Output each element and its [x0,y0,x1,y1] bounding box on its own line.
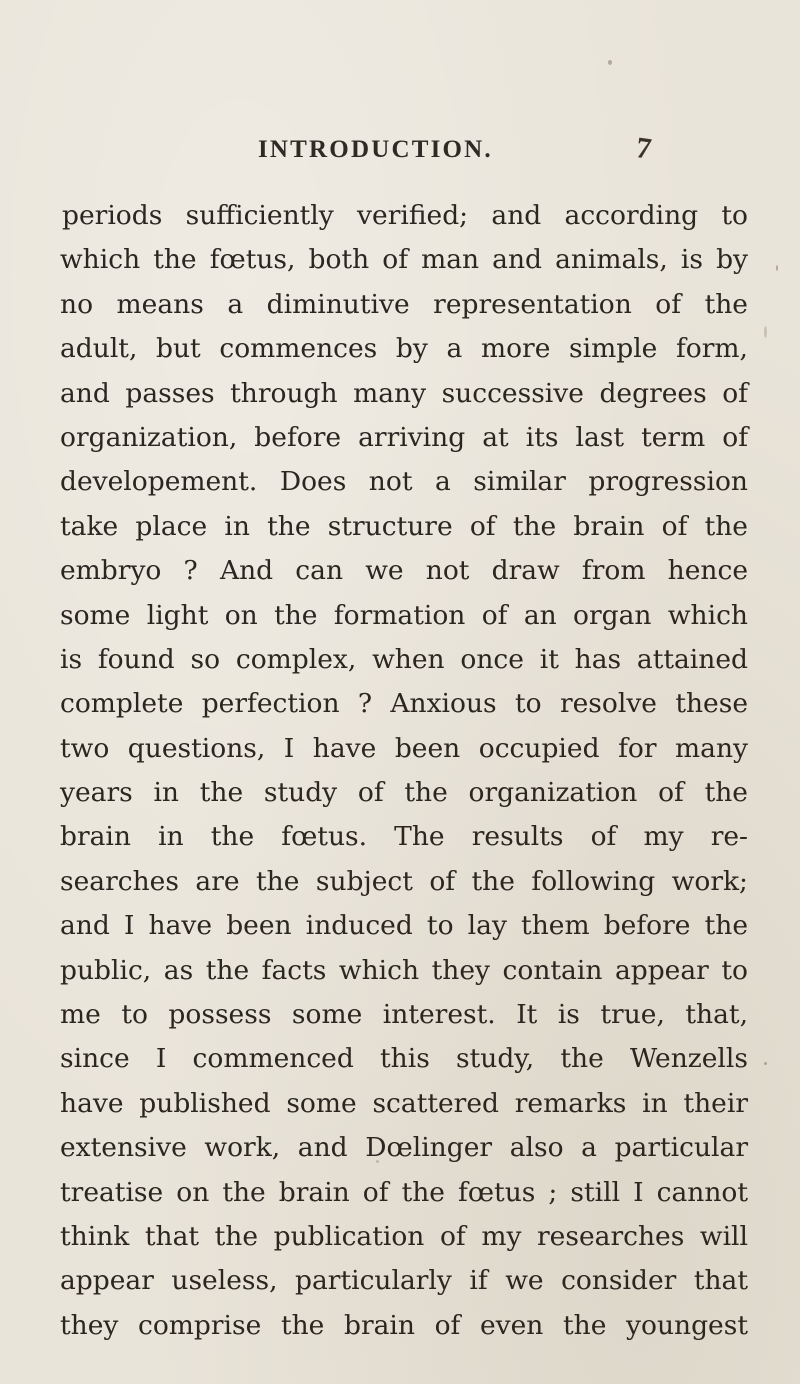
text-line: have published some scattered remarks in their [60,1087,748,1119]
text-line: extensive work, and Dœlinger also a particular [60,1132,748,1164]
paper-speck [764,326,767,338]
text-line: think that the publication of my researches will [60,1220,748,1252]
text-line: embryo ? And can we not draw from hence [60,555,748,587]
text-line: take place in the structure of the brain of the [60,510,748,542]
text-line: public, as the facts which they contain appear to [60,954,748,986]
text-line: since I commenced this study, the Wenzells [60,1043,748,1075]
text-line: brain in the fœtus. The results of my re- [60,821,748,853]
text-line: some light on the formation of an organ which [60,599,748,631]
text-line: adult, but commences by a more simple form, [60,333,748,365]
text-line: periods sufficiently verified; and according to [62,200,748,231]
text-line: developement. Does not a similar progression [60,466,748,498]
text-line: they comprise the brain of even the youngest [60,1309,748,1341]
text-line: no means a diminutive representation of the [60,288,748,320]
text-line: treatise on the brain of the fœtus ; still I cannot [60,1176,748,1208]
paper-speck [776,265,778,271]
text-line: which the fœtus, both of man and animals, is by [60,244,748,276]
running-title: INTRODUCTION. [258,136,493,163]
paper-speck [764,1062,767,1065]
body-text [60,194,748,1348]
text-line: is found so complex, when once it has attained [60,643,748,675]
running-head [0,131,800,176]
text-line: appear useless, particularly if we consider that [60,1265,748,1297]
paper-speck [608,60,612,65]
text-line: and I have been induced to lay them before the [60,910,748,942]
text-line: two questions, I have been occupied for many [60,732,748,764]
paper-speck [376,1160,379,1163]
text-line: searches are the subject of the following work; [60,865,748,897]
text-line: organization, before arriving at its last term of [60,421,748,453]
text-line: complete perfection ? Anxious to resolve these [60,688,748,720]
text-line: years in the study of the organization of the [60,777,748,809]
text-line: me to possess some interest. It is true, that, [60,999,748,1031]
text-line: and passes through many successive degrees of [60,377,748,409]
page-number: 7 [633,131,654,166]
